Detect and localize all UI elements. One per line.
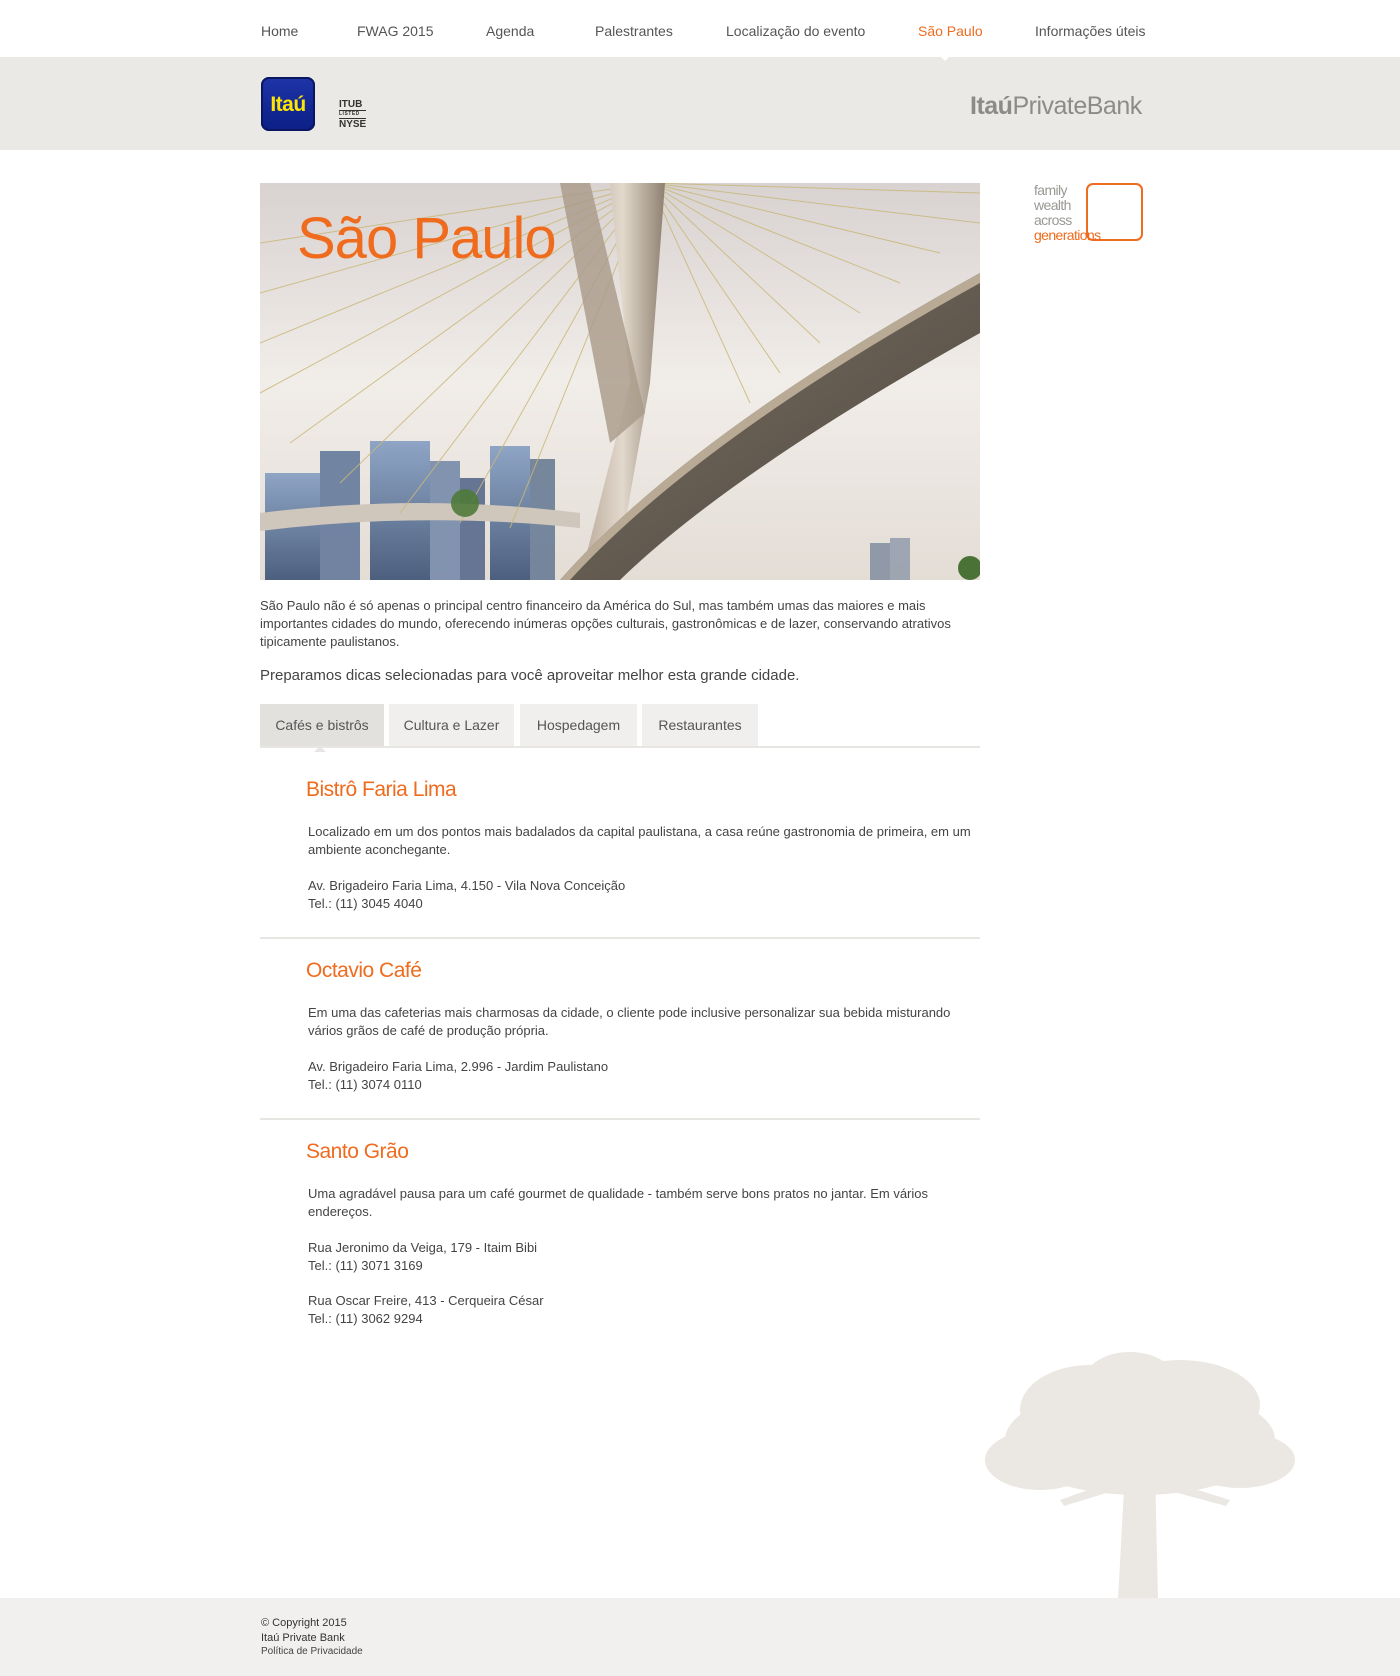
footer-credits	[261, 1616, 347, 1646]
brand-header	[0, 57, 1400, 150]
venue-phone: Tel.: (11) 3074 0110	[308, 1077, 422, 1092]
tagline-line: across	[1034, 212, 1072, 228]
nav-item-home[interactable]: Home	[261, 23, 299, 39]
venue-description: Em uma das cafeterias mais charmosas da cidade, o cliente pode inclusive personalizar sua bebida misturando vários grãos de café de produção própria.	[308, 1005, 951, 1038]
hero-title: São Paulo	[297, 206, 556, 271]
tab-cultura-lazer[interactable]: Cultura e Lazer	[389, 704, 514, 746]
intro-paragraph: São Paulo não é só apenas o principal centro financeiro da América do Sul, mas também umas das maiores e mais importantes cidades do mundo, oferecendo inúmeras opções culturais, gastronômicas e de lazer, conservando atrativos tipicamente paulistanos.	[260, 598, 951, 649]
tagline-line: generations	[1034, 227, 1101, 243]
tagline-text	[1034, 183, 1101, 243]
tab-cafes-bistros[interactable]: Cafés e bistrôs	[260, 704, 384, 746]
venue-phone: Tel.: (11) 3071 3169	[308, 1258, 423, 1273]
entry-divider	[260, 1118, 980, 1120]
tagline-logo	[1034, 183, 1144, 243]
venue-name: Octavio Café	[306, 959, 422, 982]
lead-text: Preparamos dicas selecionadas para você aproveitar melhor esta grande cidade.	[260, 667, 800, 684]
nav-item-fwag-2015[interactable]: FWAG 2015	[357, 23, 434, 39]
venue-address: Av. Brigadeiro Faria Lima, 2.996 - Jardim Paulistano	[308, 1059, 609, 1074]
itau-logo[interactable]	[261, 77, 315, 131]
venue-address: Rua Oscar Freire, 413 - Cerqueira César	[308, 1293, 544, 1308]
tagline-line: wealth	[1034, 197, 1071, 213]
listing-listed: LISTED	[339, 110, 366, 119]
venue-name: Bistrô Faria Lima	[306, 778, 457, 801]
active-nav-indicator	[939, 55, 951, 61]
nav-item-palestrantes[interactable]: Palestrantes	[595, 23, 673, 39]
nyse-listing-badge	[339, 99, 366, 130]
tagline-line: family	[1034, 182, 1067, 198]
footer-copyright: © Copyright 2015	[261, 1617, 347, 1629]
venue-phone: Tel.: (11) 3045 4040	[308, 896, 423, 911]
private-bank-logo[interactable]	[970, 92, 1142, 121]
entry-divider	[260, 937, 980, 939]
nav-item-localizacao[interactable]: Localização do evento	[726, 23, 866, 39]
footer-company: Itaú Private Bank	[261, 1632, 345, 1644]
nav-item-sao-paulo[interactable]: São Paulo	[918, 23, 983, 39]
itau-logo-text: Itaú	[270, 93, 306, 116]
venue-address: Rua Jeronimo da Veiga, 179 - Itaim Bibi	[308, 1240, 538, 1255]
pb-logo-rest: PrivateBank	[1012, 92, 1142, 120]
listing-exchange: NYSE	[339, 119, 367, 130]
venue-description: Uma agradável pausa para um café gourmet de qualidade - também serve bons pratos no jantar. Em vários endereços.	[308, 1186, 929, 1219]
venue-phone: Tel.: (11) 3062 9294	[308, 1311, 423, 1326]
category-tabs	[260, 704, 980, 748]
listing-ticker: ITUB	[339, 99, 363, 110]
venue-name: Santo Grão	[306, 1140, 409, 1163]
hero-image	[260, 183, 980, 580]
nav-item-informacoes[interactable]: Informações úteis	[1035, 23, 1146, 39]
tab-restaurantes[interactable]: Restaurantes	[642, 704, 758, 746]
privacy-link[interactable]: Política de Privacidade	[261, 1646, 363, 1657]
active-tab-indicator	[314, 746, 326, 752]
nav-item-agenda[interactable]: Agenda	[486, 23, 535, 39]
tab-hospedagem[interactable]: Hospedagem	[520, 704, 637, 746]
top-navigation	[0, 0, 1400, 57]
footer	[0, 1598, 1400, 1676]
pb-logo-bold: Itaú	[970, 92, 1013, 120]
tree-illustration	[980, 1350, 1300, 1600]
venue-description: Localizado em um dos pontos mais badalados da capital paulistana, a casa reúne gastronomia de primeira, em um ambiente aconchegante.	[308, 824, 971, 857]
venue-address: Av. Brigadeiro Faria Lima, 4.150 - Vila Nova Conceição	[308, 878, 626, 893]
